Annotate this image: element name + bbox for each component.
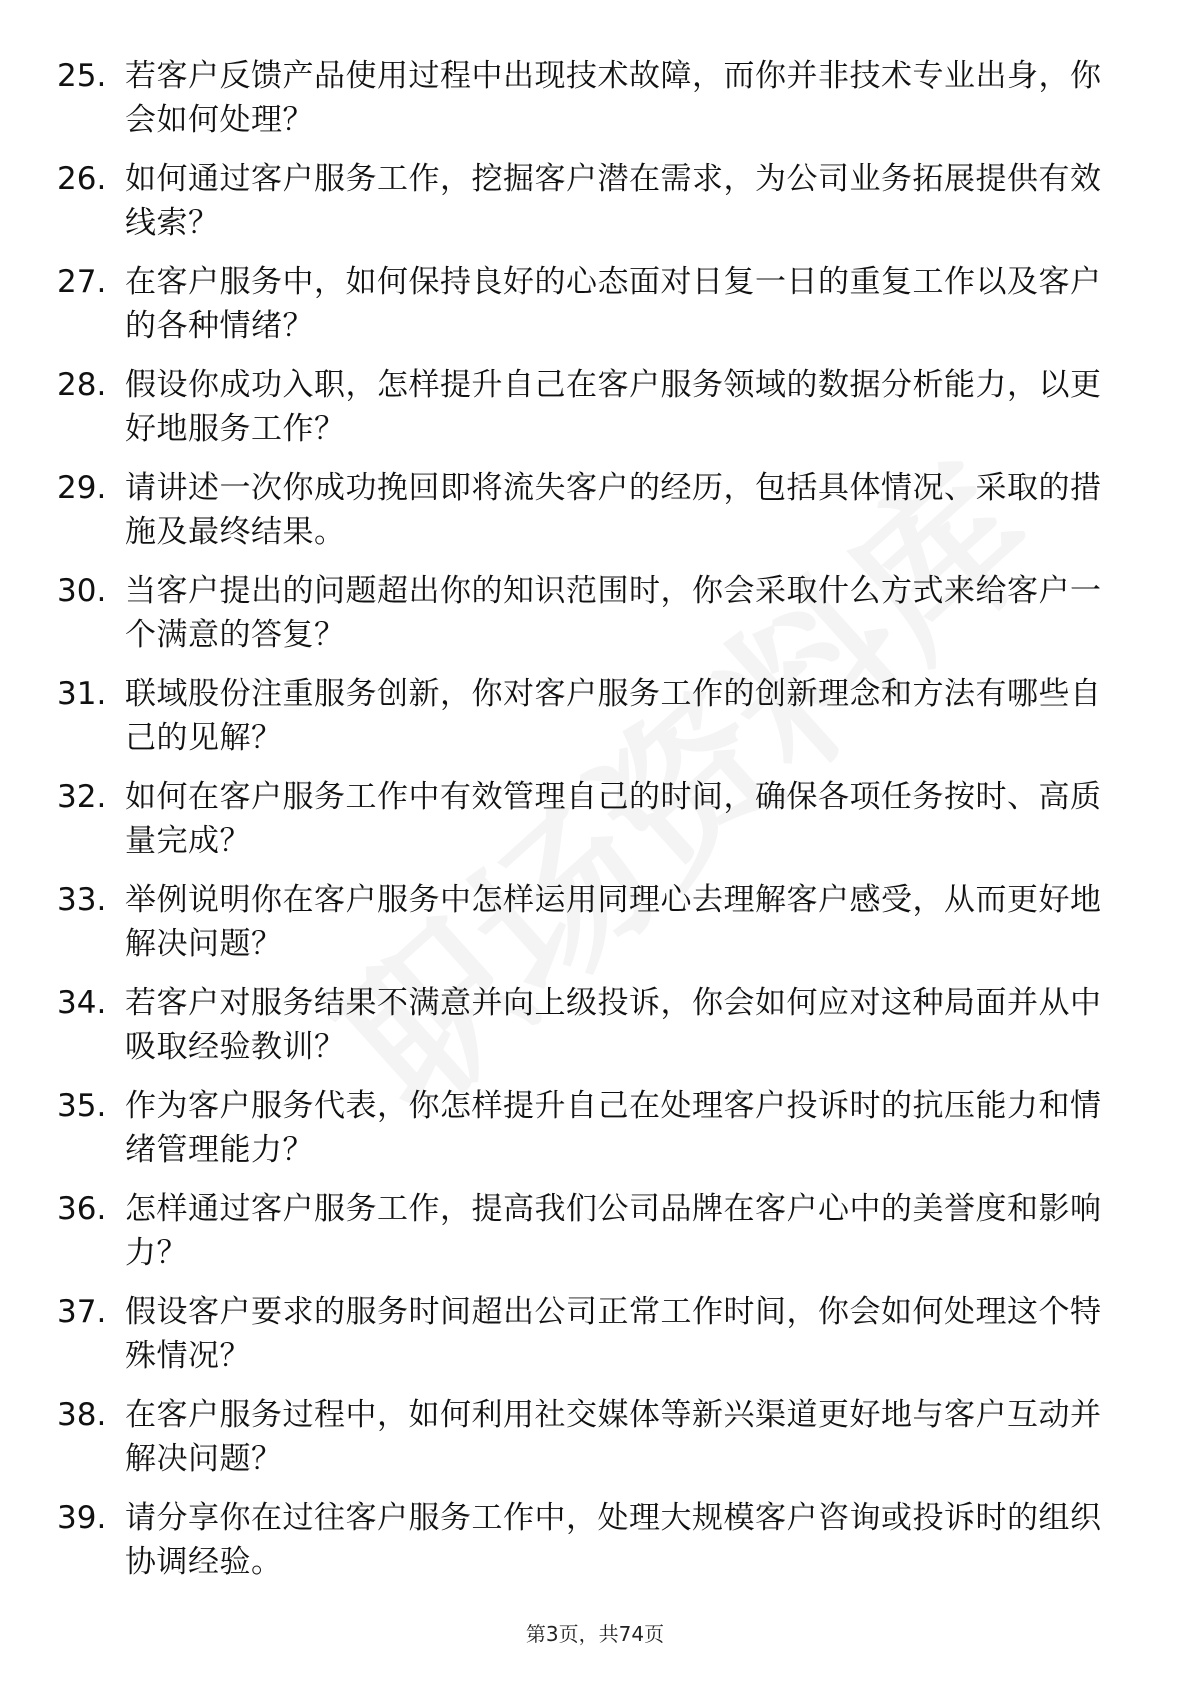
question-text: 在客户服务过程中，如何利用社交媒体等新兴渠道更好地与客户互动并解决问题？ — [125, 1397, 1102, 1477]
question-number: 39. — [57, 1500, 107, 1536]
question-number: 28. — [57, 367, 107, 403]
question-item — [57, 466, 1117, 569]
question-item — [57, 672, 1117, 775]
question-list — [57, 54, 1117, 1599]
question-text: 如何在客户服务工作中有效管理自己的时间，确保各项任务按时、高质量完成？ — [125, 779, 1102, 859]
question-number: 25. — [57, 58, 107, 94]
question-item — [57, 1496, 1117, 1599]
question-number: 31. — [57, 676, 107, 712]
question-number: 32. — [57, 779, 107, 815]
question-item — [57, 1393, 1117, 1496]
question-item — [57, 569, 1117, 672]
question-number: 37. — [57, 1294, 107, 1330]
question-number: 36. — [57, 1191, 107, 1227]
question-text: 作为客户服务代表，你怎样提升自己在处理客户投诉时的抗压能力和情绪管理能力？ — [125, 1088, 1102, 1168]
question-number: 26. — [57, 161, 107, 197]
question-number: 33. — [57, 882, 107, 918]
question-number: 38. — [57, 1397, 107, 1433]
page-footer: 第3页，共74页 — [525, 1622, 665, 1646]
question-number: 27. — [57, 264, 107, 300]
question-item — [57, 260, 1117, 363]
question-text: 请分享你在过往客户服务工作中，处理大规模客户咨询或投诉时的组织协调经验。 — [125, 1500, 1102, 1580]
question-text: 联域股份注重服务创新，你对客户服务工作的创新理念和方法有哪些自己的见解？ — [125, 676, 1102, 756]
question-text: 举例说明你在客户服务中怎样运用同理心去理解客户感受，从而更好地解决问题？ — [125, 882, 1102, 962]
question-item — [57, 1187, 1117, 1290]
question-number: 35. — [57, 1088, 107, 1124]
question-item — [57, 878, 1117, 981]
question-text: 假设客户要求的服务时间超出公司正常工作时间，你会如何处理这个特殊情况？ — [125, 1294, 1102, 1374]
question-number: 34. — [57, 985, 107, 1021]
question-text: 若客户反馈产品使用过程中出现技术故障，而你并非技术专业出身，你会如何处理？ — [125, 58, 1102, 138]
question-item — [57, 1084, 1117, 1187]
question-item — [57, 157, 1117, 260]
question-text: 在客户服务中，如何保持良好的心态面对日复一日的重复工作以及客户的各种情绪？ — [125, 264, 1102, 344]
question-number: 29. — [57, 470, 107, 506]
question-text: 如何通过客户服务工作，挖掘客户潜在需求，为公司业务拓展提供有效线索？ — [125, 161, 1102, 241]
question-text: 请讲述一次你成功挽回即将流失客户的经历，包括具体情况、采取的措施及最终结果。 — [125, 470, 1102, 550]
question-item — [57, 1290, 1117, 1393]
question-item — [57, 775, 1117, 878]
question-item — [57, 363, 1117, 466]
question-text: 怎样通过客户服务工作，提高我们公司品牌在客户心中的美誉度和影响力？ — [125, 1191, 1102, 1271]
question-item — [57, 981, 1117, 1084]
question-text: 假设你成功入职，怎样提升自己在客户服务领域的数据分析能力，以更好地服务工作？ — [125, 367, 1102, 447]
question-text: 若客户对服务结果不满意并向上级投诉，你会如何应对这种局面并从中吸取经验教训？ — [125, 985, 1102, 1065]
question-number: 30. — [57, 573, 107, 609]
question-text: 当客户提出的问题超出你的知识范围时，你会采取什么方式来给客户一个满意的答复？ — [125, 573, 1102, 653]
question-item — [57, 54, 1117, 157]
